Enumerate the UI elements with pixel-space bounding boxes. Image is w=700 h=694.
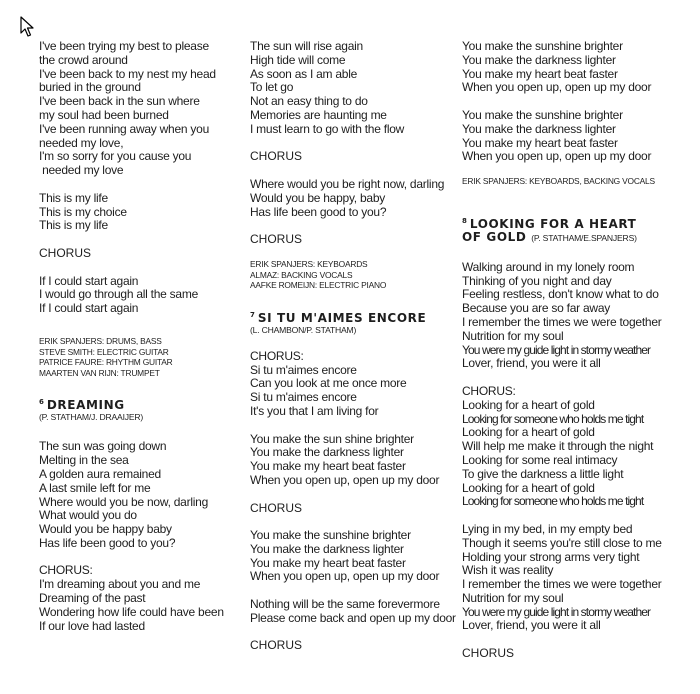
lyric-line: You make the sunshine brighter [462,39,623,53]
lyric-line: Can you look at me once more [250,376,407,391]
lyric-line: I've been running away when you [39,121,209,136]
credit-line: AAFKE ROMEIJN: ELECTRIC PIANO [250,280,387,291]
credit-line: PATRICE FAURE: RHYTHM GUITAR [39,357,173,368]
lyric-line: You make the darkness lighter [250,541,404,556]
lyric-line: Walking around in my lonely room [462,259,635,274]
verse [39,40,244,178]
lyric-line: Though it seems you're still close to me [462,535,662,550]
lyric-line: A last smile left for me [39,480,151,495]
lyrics-column-2 [250,40,455,653]
lyric-line: the crowd around [39,52,128,67]
lyric-line: I've been trying my best to please [39,39,209,53]
chorus [39,564,244,633]
lyric-line: You make the sunshine brighter [462,107,623,122]
lyric-line: Looking for someone who holds me tight [462,494,644,509]
lyric-line: It's you that I am living for [250,403,379,418]
lyric-line: When you open up, open up my door [250,569,440,584]
lyric-line: Lover, friend, you were it all [462,618,601,633]
lyric-line: A golden aura remained [39,466,161,481]
verse [250,433,455,488]
lyric-line: Si tu m'aimes encore [250,362,357,377]
lyric-line: buried in the ground [39,80,141,95]
song-title-text: LOOKING FOR A HEART [469,216,637,231]
lyric-line: If our love had lasted [39,618,145,633]
verse [39,192,244,233]
chorus-marker: CHORUS [250,500,303,515]
track-number: 8 [462,216,467,225]
verse [39,440,244,550]
lyric-line: Memories are haunting me [250,107,387,122]
mouse-cursor-icon [20,16,36,38]
lyric-line: Because you are so far away [462,301,611,316]
lyric-line: This is my choice [39,204,127,219]
verse [462,523,698,633]
song-title-text: DREAMING [46,398,125,413]
lyric-line: As soon as I am able [250,66,358,81]
chorus [462,385,698,509]
song-title-text: OF GOLD [462,229,527,244]
lyric-line: You make the sunshine brighter [250,528,411,543]
lyric-line: Would you be happy baby [39,522,172,537]
lyric-line: Where would you be now, darling [39,494,209,509]
lyric-line: Wish it was reality [462,563,554,578]
credits [250,259,455,291]
lyric-line: Will help me make it through the night [462,439,654,454]
lyric-line: Lover, friend, you were it all [462,356,601,371]
verse [462,40,698,95]
credits [39,336,244,378]
song-title [462,215,698,231]
chorus-marker: CHORUS [250,232,303,247]
lyric-line: Looking for a heart of gold [462,480,595,495]
lyric-line: I would go through all the same [39,287,199,302]
chorus-marker: CHORUS [39,245,92,260]
lyric-line: If I could start again [39,273,139,288]
lyric-line: I remember the times we were together [462,314,662,329]
lyric-line: When you open up, open up my door [462,80,652,95]
song-composers: (P. STATHAM/J. DRAAIJER) [39,412,144,423]
chorus [250,350,455,419]
chorus-marker: CHORUS [250,149,303,164]
lyric-line: You make the darkness lighter [462,52,616,67]
lyric-line: Looking for a heart of gold [462,425,595,440]
lyric-line: I remember the times we were together [462,577,662,592]
lyric-line: If I could start again [39,301,139,316]
lyric-line: You make the sun shine brighter [250,431,414,446]
verse [462,109,698,164]
lyric-line: my soul had been burned [39,107,169,122]
lyric-line: Please come back and open up my door [250,610,456,625]
lyric-line: High tide will come [250,52,346,67]
credit-line: MAARTEN VAN RIJN: TRUMPET [39,367,160,378]
track-number: 6 [39,398,44,407]
song-title-line-2 [462,231,698,245]
credits [462,176,698,187]
lyric-line: Has life been good to you? [39,535,176,550]
lyric-line: Si tu m'aimes encore [250,390,357,405]
lyric-line: Looking for someone who holds me tight [462,411,644,426]
song-title [250,309,455,325]
verse [39,275,244,316]
verse [250,178,455,219]
lyric-line: Would you be happy, baby [250,190,385,205]
lyric-line: Has life been good to you? [250,204,387,219]
lyric-line: The sun was going down [39,439,167,454]
song-title-text: SI TU M'AIMES ENCORE [257,310,427,325]
lyric-line: This is my life [39,190,108,205]
lyric-line: Melting in the sea [39,453,129,468]
lyric-line: I must learn to go with the flow [250,121,405,136]
lyric-line: needed my love, [39,135,124,150]
lyric-line: You make my heart beat faster [250,555,406,570]
lyric-line: To let go [250,80,294,95]
song-title [39,396,244,412]
lyric-line: Not an easy thing to do [250,94,368,109]
lyric-line: What would you do [39,508,137,523]
song-composers: (P. STATHAM/E.SPANJERS) [531,232,637,243]
song-composers: (L. CHAMBON/P. STATHAM) [250,324,357,335]
lyric-line: You were my guide light in stormy weather [462,342,651,357]
lyric-line: Nothing will be the same forevermore [250,597,440,612]
credit-line: ERIK SPANJERS: KEYBOARDS, BACKING VOCALS [462,176,655,187]
lyric-line: needed my love [39,163,124,178]
lyric-line: When you open up, open up my door [250,472,440,487]
lyric-line: Looking for some real intimacy [462,452,618,467]
credit-line: ERIK SPANJERS: KEYBOARDS [250,258,368,269]
lyric-line: You make my heart beat faster [462,135,618,150]
lyrics-column-1 [39,40,244,633]
lyric-line: Lying in my bed, in my empty bed [462,521,633,536]
lyric-line: You make the darkness lighter [250,445,404,460]
verse [250,598,455,626]
verse [250,40,455,137]
lyric-line: I'm dreaming about you and me [39,577,201,592]
lyric-line: Nutrition for my soul [462,328,564,343]
lyric-line: I'm so sorry for you cause you [39,149,192,164]
lyric-line: Wondering how life could have been [39,604,224,619]
chorus-marker: CHORUS [250,638,303,653]
lyric-line: I've been back to my nest my head [39,66,216,81]
verse [462,261,698,371]
lyric-line: When you open up, open up my door [462,149,652,164]
lyric-line: Dreaming of the past [39,591,146,606]
lyric-line: To give the darkness a little light [462,466,624,481]
credit-line: STEVE SMITH: ELECTRIC GUITAR [39,346,169,357]
lyric-line: The sun will rise again [250,39,363,53]
track-number: 7 [250,310,255,319]
credit-line: ERIK SPANJERS: DRUMS, BASS [39,335,162,346]
chorus-marker: CHORUS: [462,383,516,398]
credit-line: ALMAZ: BACKING VOCALS [250,269,353,280]
lyric-line: You were my guide light in stormy weather [462,604,651,619]
lyric-line: Feeling restless, don't know what to do [462,287,659,302]
chorus-marker: CHORUS: [39,563,93,578]
chorus-marker: CHORUS [462,646,515,661]
lyric-line: This is my life [39,218,108,233]
lyric-line: I've been back in the sun where [39,94,200,109]
lyric-line: You make my heart beat faster [462,66,618,81]
lyric-line: You make the darkness lighter [462,121,616,136]
chorus-marker: CHORUS: [250,348,304,363]
lyrics-column-3 [462,40,698,661]
lyric-line: Thinking of you night and day [462,273,612,288]
lyric-line: Looking for a heart of gold [462,397,595,412]
lyric-line: Nutrition for my soul [462,590,564,605]
verse [250,529,455,584]
lyric-line: You make my heart beat faster [250,459,406,474]
lyric-line: Where would you be right now, darling [250,176,445,191]
lyric-line: Holding your strong arms very tight [462,549,640,564]
